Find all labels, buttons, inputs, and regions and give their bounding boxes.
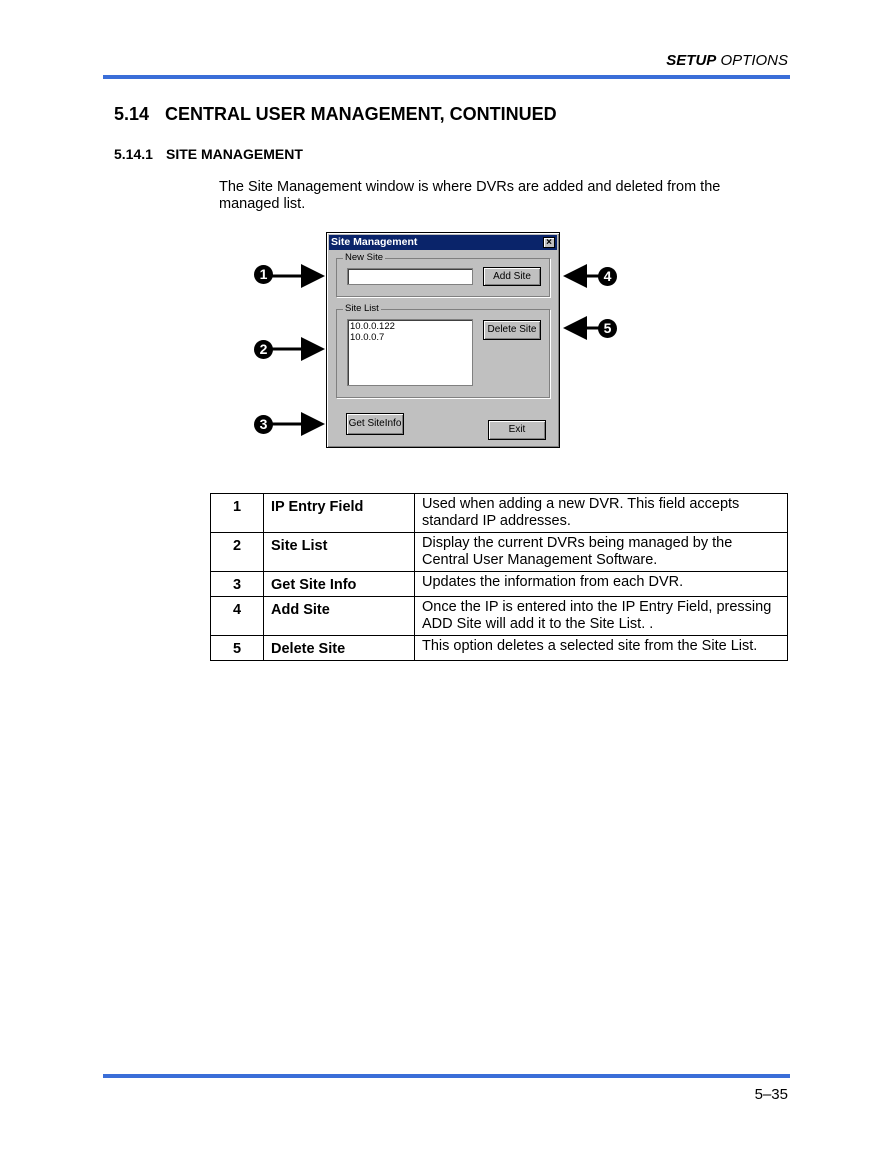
callout-1: 1 [254, 265, 273, 284]
row-name: Site List [264, 533, 415, 572]
row-name: Delete Site [264, 636, 415, 661]
row-number: 1 [211, 494, 264, 533]
section-title-text: CENTRAL USER MANAGEMENT, CONTINUED [165, 104, 557, 124]
callout-3: 3 [254, 415, 273, 434]
dialog-titlebar [329, 235, 557, 250]
row-description: Once the IP is entered into the IP Entry Field, pressing ADD Site will add it to the Site List. . [415, 597, 788, 636]
new-site-group-label: New Site [345, 252, 384, 263]
callout-2: 2 [254, 340, 273, 359]
delete-site-button[interactable]: Delete Site [483, 320, 541, 340]
row-number: 3 [211, 572, 264, 597]
subsection-title-text: SITE MANAGEMENT [166, 146, 303, 162]
site-management-dialog [326, 232, 560, 448]
page-number: 5–35 [754, 1086, 788, 1103]
table-row [211, 597, 788, 636]
row-description: Display the current DVRs being managed by the Central User Management Software. [415, 533, 788, 572]
close-icon[interactable]: × [543, 237, 555, 248]
callout-5: 5 [598, 319, 617, 338]
table-row [211, 533, 788, 572]
list-item[interactable]: 10.0.0.7 [350, 332, 385, 343]
list-item[interactable]: 10.0.0.122 [350, 321, 395, 332]
description-table [210, 493, 788, 661]
section-number: 5.14 [114, 104, 150, 124]
row-name: IP Entry Field [264, 494, 415, 533]
row-number: 4 [211, 597, 264, 636]
header-rest: OPTIONS [716, 52, 788, 69]
table-row [211, 572, 788, 597]
table-row [211, 494, 788, 533]
callout-4: 4 [598, 267, 617, 286]
site-list[interactable] [347, 319, 473, 386]
exit-button[interactable]: Exit [488, 420, 546, 440]
site-list-group-label: Site List [345, 303, 379, 314]
table-row [211, 636, 788, 661]
subsection-number: 5.14.1 [114, 146, 153, 162]
row-description: Used when adding a new DVR. This field accepts standard IP addresses. [415, 494, 788, 533]
intro-paragraph: The Site Management window is where DVRs are added and deleted from the managed list. [219, 179, 721, 212]
header-bold: SETUP [666, 52, 717, 69]
dialog-title: Site Management [331, 236, 418, 248]
ip-entry-field[interactable] [347, 268, 473, 285]
row-name: Get Site Info [264, 572, 415, 597]
footer-rule [103, 1074, 790, 1078]
row-description: Updates the information from each DVR. [415, 572, 788, 597]
add-site-button[interactable]: Add Site [483, 267, 541, 286]
row-number: 5 [211, 636, 264, 661]
row-description: This option deletes a selected site from the Site List. [415, 636, 788, 661]
get-siteinfo-button[interactable]: Get SiteInfo [346, 413, 404, 435]
row-number: 2 [211, 533, 264, 572]
row-name: Add Site [264, 597, 415, 636]
